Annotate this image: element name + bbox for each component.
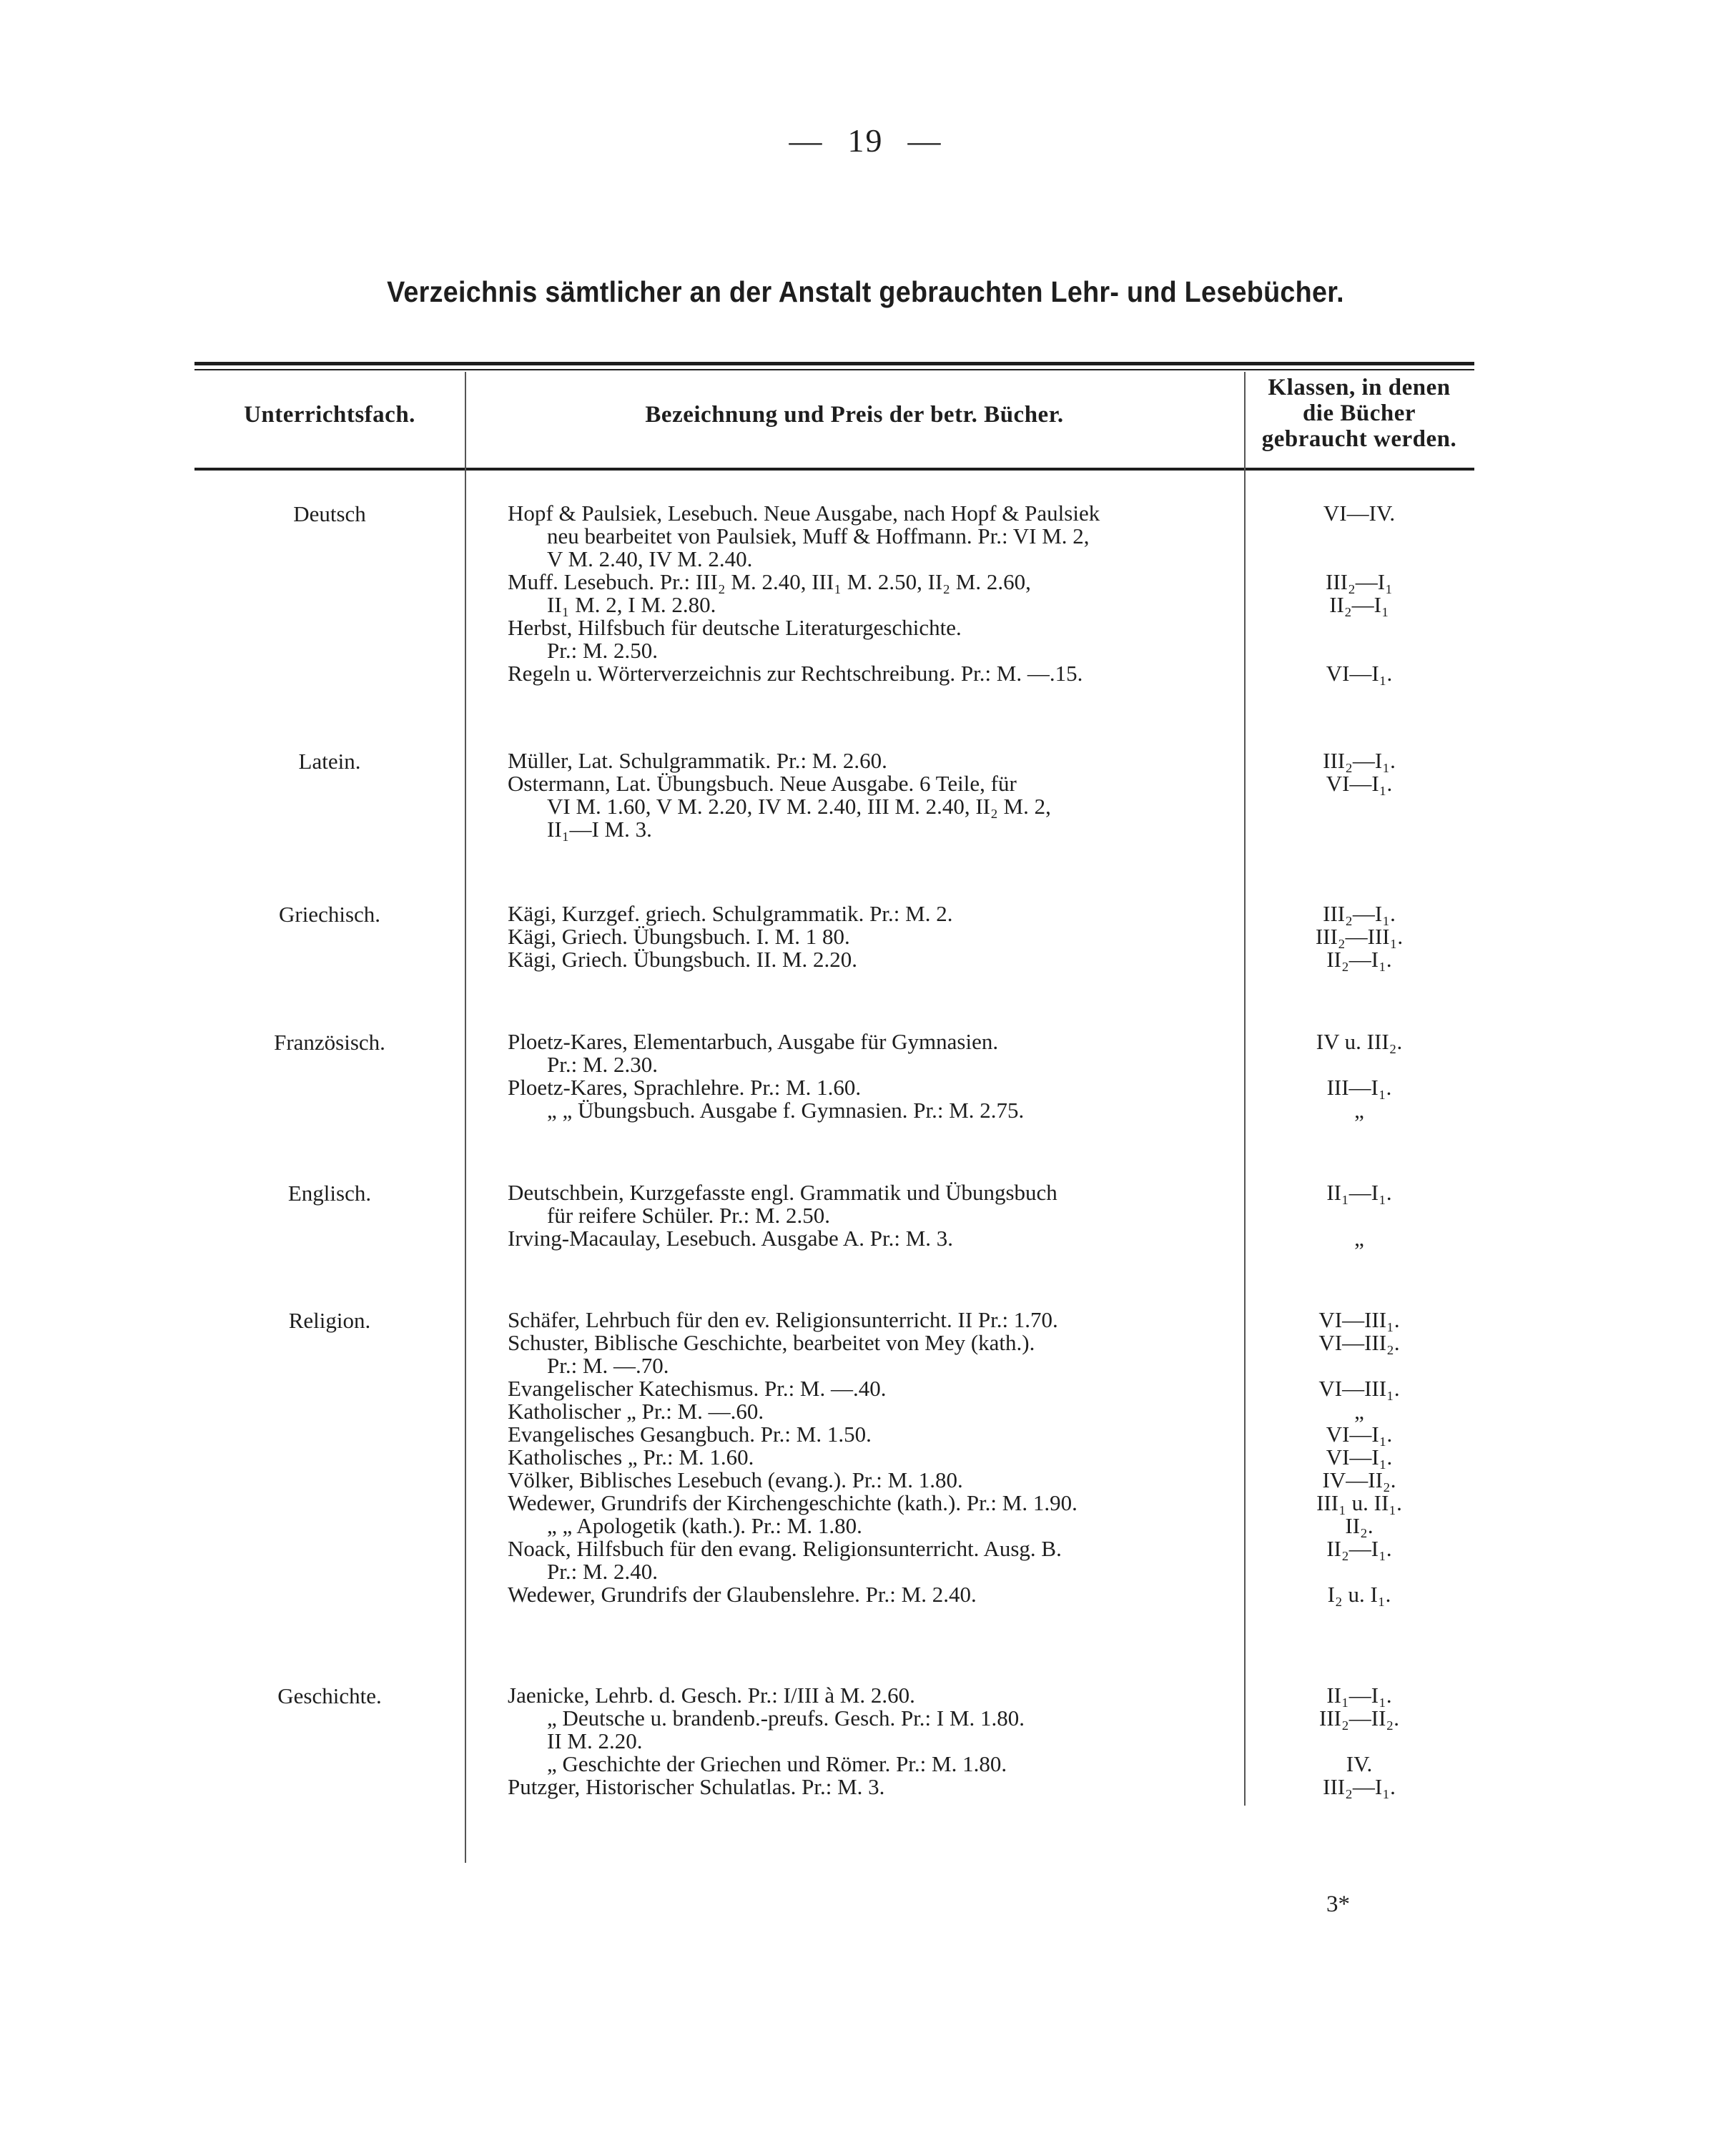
book-line: neu bearbeitet von Paulsiek, Muff & Hoffmann. Pr.: VI M. 2, (547, 523, 1090, 548)
class-cell: VI—III₁. (1318, 1307, 1400, 1332)
book-line: Noack, Hilfsbuch für den evang. Religionsunterricht. Ausg. B. (508, 1536, 1062, 1561)
book-line: „ Geschichte der Griechen und Römer. Pr.: M. 1.80. (547, 1751, 1007, 1776)
subject-cell: Deutsch (293, 501, 366, 526)
class-cell: VI—I₁. (1326, 1422, 1393, 1447)
book-line: Putzger, Historischer Schulatlas. Pr.: M. 3. (508, 1774, 885, 1799)
book-line: Schuster, Biblische Geschichte, bearbeitet von Mey (kath.). (508, 1330, 1035, 1355)
book-line: Katholisches „ Pr.: M. 1.60. (508, 1444, 754, 1470)
book-line: Hopf & Paulsiek, Lesebuch. Neue Ausgabe, nach Hopf & Paulsiek (508, 501, 1100, 526)
book-line: Kägi, Kurzgef. griech. Schulgrammatik. Pr.: M. 2. (508, 901, 953, 926)
class-cell: III—I₁. (1326, 1075, 1392, 1100)
book-line: Evangelischer Katechismus. Pr.: M. —.40. (508, 1376, 887, 1401)
class-cell: VI—III₂. (1318, 1330, 1400, 1355)
class-cell: „ (1354, 1399, 1364, 1424)
header-classes (1244, 375, 1474, 452)
class-cell: VI—I₁. (1326, 661, 1393, 686)
book-line: Jaenicke, Lehrb. d. Gesch. Pr.: I/III à M. 2.60. (508, 1683, 915, 1708)
book-line: Wedewer, Grundrifs der Kirchengeschichte (kath.). Pr.: M. 1.90. (508, 1490, 1077, 1515)
header-classes-line: Klassen, in denen (1268, 375, 1451, 400)
class-cell: II₁—I₁. (1326, 1683, 1392, 1708)
page-number (0, 122, 1731, 159)
class-cell: II₁—I₁. (1326, 1180, 1392, 1205)
class-cell: IV u. III₂. (1316, 1029, 1403, 1054)
class-cell: I₂ u. I₁. (1327, 1582, 1391, 1607)
page-title: Verzeichnis sämtlicher an der Anstalt gebrauchten Lehr- und Lesebücher. (387, 275, 1344, 308)
book-line: Katholischer „ Pr.: M. —.60. (508, 1399, 764, 1424)
book-line: Ploetz-Kares, Sprachlehre. Pr.: M. 1.60. (508, 1075, 862, 1100)
class-cell: III₂—I₁ (1326, 569, 1393, 594)
class-cell: III₁ u. II₁. (1316, 1490, 1402, 1515)
book-line: Ploetz-Kares, Elementarbuch, Ausgabe für Gymnasien. (508, 1029, 999, 1054)
book-line: Wedewer, Grundrifs der Glaubenslehre. Pr.: M. 2.40. (508, 1582, 977, 1607)
book-line: Pr.: M. 2.50. (547, 638, 659, 663)
subject-cell: Latein. (298, 749, 361, 774)
class-cell: II₂—I₁ (1329, 592, 1389, 617)
class-cell: II₂—I₁. (1326, 947, 1392, 972)
book-line: II M. 2.20. (547, 1728, 643, 1753)
subject-cell: Religion. (288, 1308, 371, 1333)
book-line: Kägi, Griech. Übungsbuch. I. M. 1 80. (508, 924, 850, 949)
class-cell: III₂—I₁. (1323, 748, 1396, 773)
table-header-rule (194, 468, 1474, 471)
class-cell: VI—III₁. (1318, 1376, 1400, 1401)
header-classes-line: die Bücher (1302, 400, 1416, 426)
column-divider-1 (465, 372, 466, 1863)
page-number-dash-right: — (907, 122, 942, 159)
book-line: Pr.: M. 2.40. (547, 1559, 659, 1584)
book-line: Ostermann, Lat. Übungsbuch. Neue Ausgabe. 6 Teile, für (508, 771, 1017, 796)
class-cell: IV. (1346, 1751, 1373, 1776)
page-number-dash-left: — (789, 122, 824, 159)
header-books: Bezeichnung und Preis der betr. Bücher. (645, 402, 1064, 428)
book-line: Irving-Macaulay, Lesebuch. Ausgabe A. Pr.: M. 3. (508, 1226, 954, 1251)
book-line: Deutschbein, Kurzgefasste engl. Grammatik und Übungsbuch (508, 1180, 1057, 1205)
book-line: VI M. 1.60, V M. 2.20, IV M. 2.40, III M. 2.40, II₂ M. 2, (547, 794, 1051, 819)
class-cell: III₂—II₂. (1319, 1705, 1399, 1731)
header-classes-line: gebraucht werden. (1261, 426, 1457, 452)
book-line: „ Deutsche u. brandenb.-preufs. Gesch. Pr.: I M. 1.80. (547, 1705, 1025, 1731)
book-line: Völker, Biblisches Lesebuch (evang.). Pr.: M. 1.80. (508, 1467, 963, 1492)
book-line: für reifere Schüler. Pr.: M. 2.50. (547, 1203, 831, 1228)
subject-cell: Griechisch. (278, 902, 381, 927)
book-line: Pr.: M. 2.30. (547, 1052, 659, 1077)
class-cell: „ (1354, 1098, 1364, 1123)
page-number-value: 19 (847, 122, 884, 159)
book-line: II₁—I M. 3. (547, 817, 652, 842)
table-top-rule-thin (194, 369, 1474, 370)
table-top-rule (194, 362, 1474, 365)
book-line: „ „ Apologetik (kath.). Pr.: M. 1.80. (547, 1513, 862, 1538)
class-cell: III₂—I₁. (1323, 901, 1396, 926)
book-line: Pr.: M. —.70. (547, 1353, 669, 1378)
class-cell: IV—II₂. (1322, 1467, 1396, 1492)
class-cell: VI—IV. (1323, 501, 1396, 526)
book-line: V M. 2.40, IV M. 2.40. (547, 546, 753, 571)
book-line: II₁ M. 2, I M. 2.80. (547, 592, 716, 617)
subject-cell: Englisch. (287, 1181, 372, 1206)
book-line: „ „ Übungsbuch. Ausgabe f. Gymnasien. Pr.: M. 2.75. (547, 1098, 1025, 1123)
class-cell: II₂—I₁. (1326, 1536, 1392, 1561)
book-line: Schäfer, Lehrbuch für den ev. Religionsunterricht. II Pr.: 1.70. (508, 1307, 1058, 1332)
class-cell: II₂. (1345, 1513, 1374, 1538)
class-cell: VI—I₁. (1326, 771, 1393, 796)
header-subject: Unterrichtsfach. (244, 402, 415, 428)
book-line: Muff. Lesebuch. Pr.: III₂ M. 2.40, III₁ M. 2.50, II₂ M. 2.60, (508, 569, 1031, 594)
book-line: Kägi, Griech. Übungsbuch. II. M. 2.20. (508, 947, 858, 972)
book-line: Herbst, Hilfsbuch für deutsche Literaturgeschichte. (508, 615, 962, 640)
signature-mark: 3* (1326, 1891, 1350, 1917)
class-cell: VI—I₁. (1326, 1444, 1393, 1470)
class-cell: „ (1354, 1226, 1364, 1251)
subject-cell: Geschichte. (277, 1683, 382, 1708)
class-cell: III₂—III₁. (1315, 924, 1404, 949)
class-cell: III₂—I₁. (1323, 1774, 1396, 1799)
book-line: Evangelisches Gesangbuch. Pr.: M. 1.50. (508, 1422, 872, 1447)
book-line: Regeln u. Wörterverzeichnis zur Rechtschreibung. Pr.: M. —.15. (508, 661, 1083, 686)
subject-cell: Französisch. (274, 1030, 385, 1055)
book-line: Müller, Lat. Schulgrammatik. Pr.: M. 2.60. (508, 748, 887, 773)
